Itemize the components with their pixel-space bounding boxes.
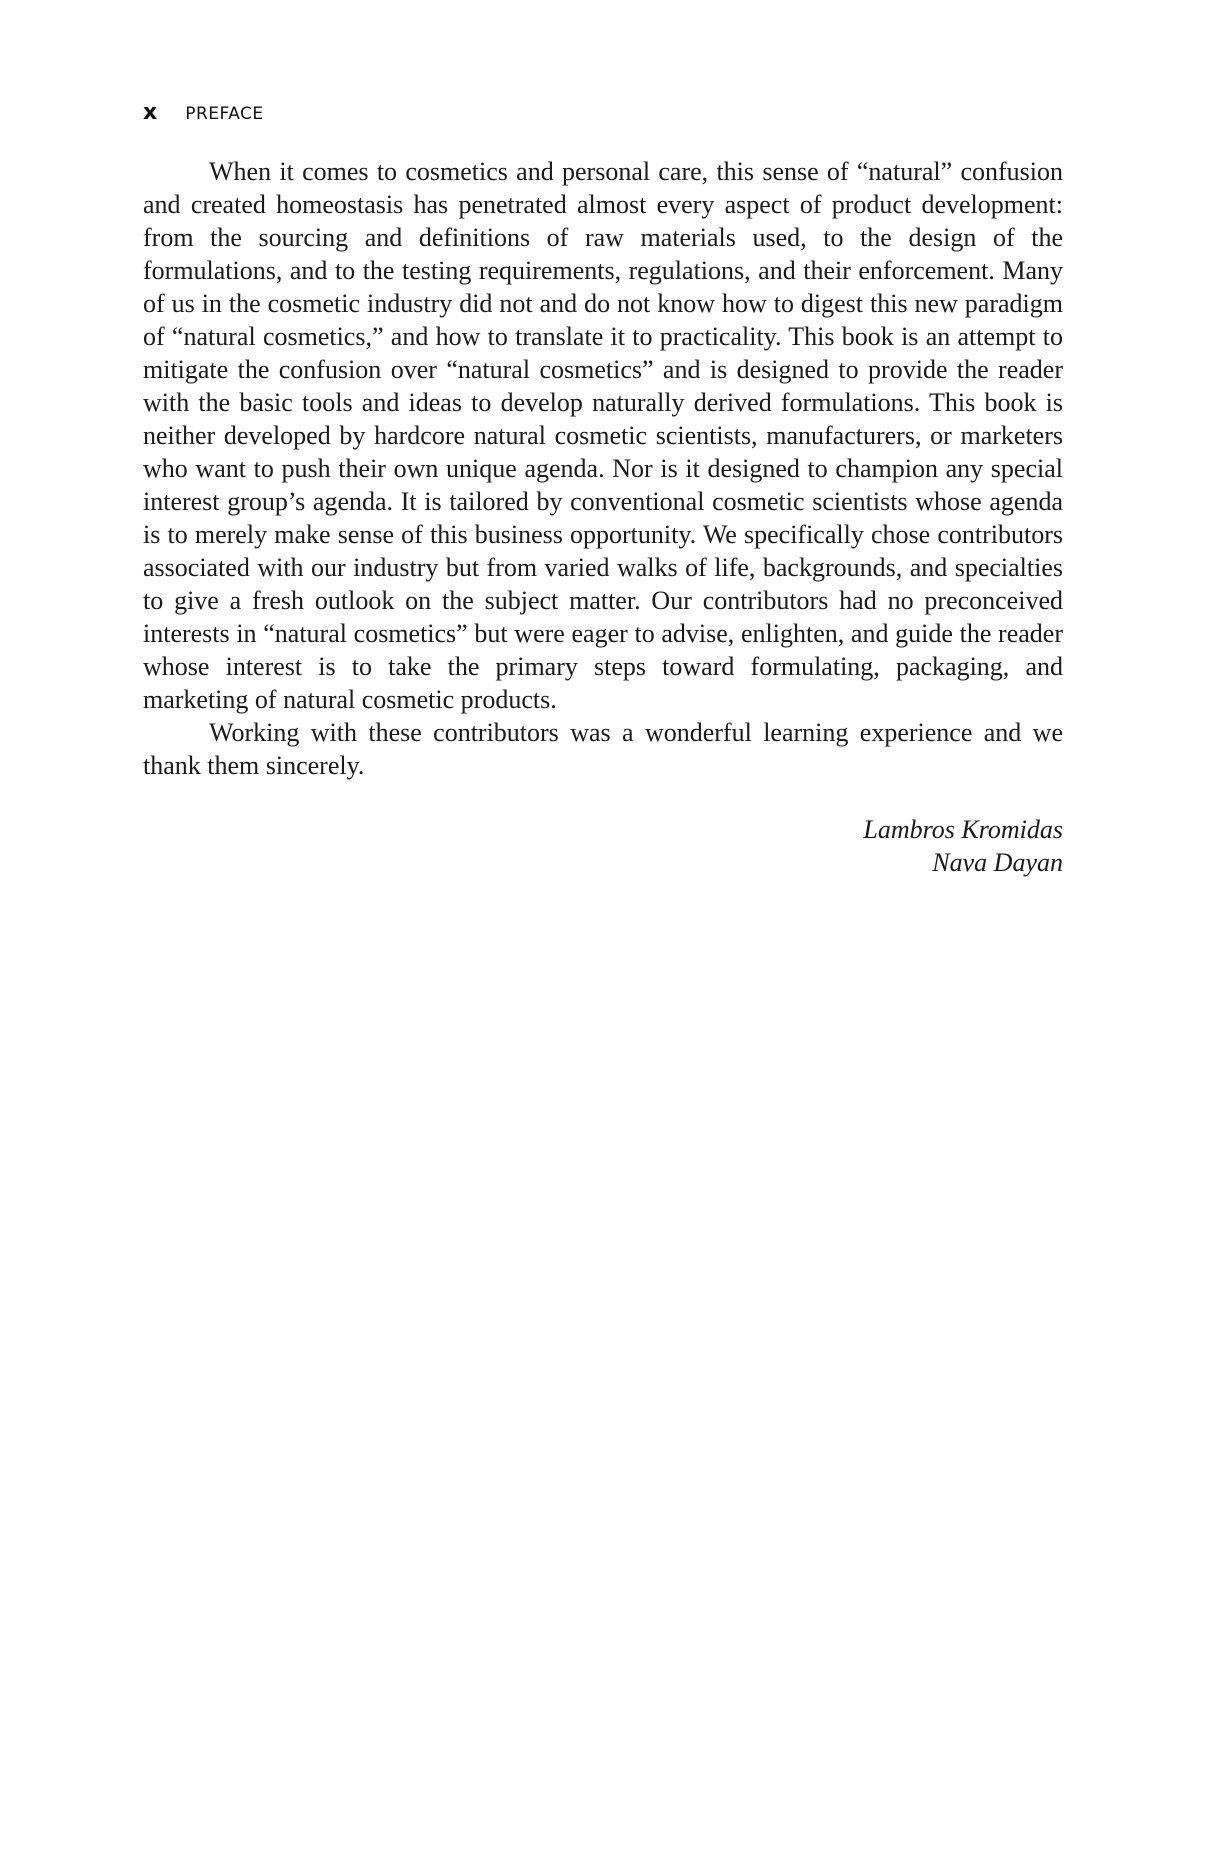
section-title: PREFACE bbox=[185, 104, 264, 124]
author-name: Nava Dayan bbox=[932, 848, 1063, 877]
author-name: Lambros Kromidas bbox=[863, 815, 1063, 844]
preface-body bbox=[143, 155, 1063, 782]
running-head bbox=[143, 100, 264, 125]
paragraph: Working with these contributors was a wonderful learning experience and we thank them sincerely. bbox=[143, 718, 1063, 780]
paragraph: When it comes to cosmetics and personal care, this sense of “natural” confusion and created homeostasis has penetrated almost every aspect of product development: from the sourcing and definitions of raw materials used, to the design of the formulations, and to the testing requirements, regulations, and their enforcement. Many of us in the cosmetic industry did not and do not know how to digest this new paradigm of “natural cosmetics,” and how to translate it to practicality. This book is an attempt to mitigate the confusion over “natural cosmetics” and is designed to provide the reader with the basic tools and ideas to develop naturally derived formulations. This book is neither developed by hardcore natural cosmetic scientists, manufacturers, or marketers who want to push their own unique agenda. Nor is it designed to champion any special interest group’s agenda. It is tailored by conventional cosmetic scientists whose agenda is to merely make sense of this business opportunity. We specifically chose contributors associated with our industry but from varied walks of life, backgrounds, and specialties to give a fresh outlook on the subject matter. Our contributors had no preconceived interests in “natural cosmetics” but were eager to advise, enlighten, and guide the reader whose interest is to take the primary steps toward formulating, packaging, and marketing of natural cosmetic products. bbox=[143, 157, 1063, 714]
signature-block bbox=[143, 813, 1063, 879]
page-number: x bbox=[143, 100, 158, 125]
